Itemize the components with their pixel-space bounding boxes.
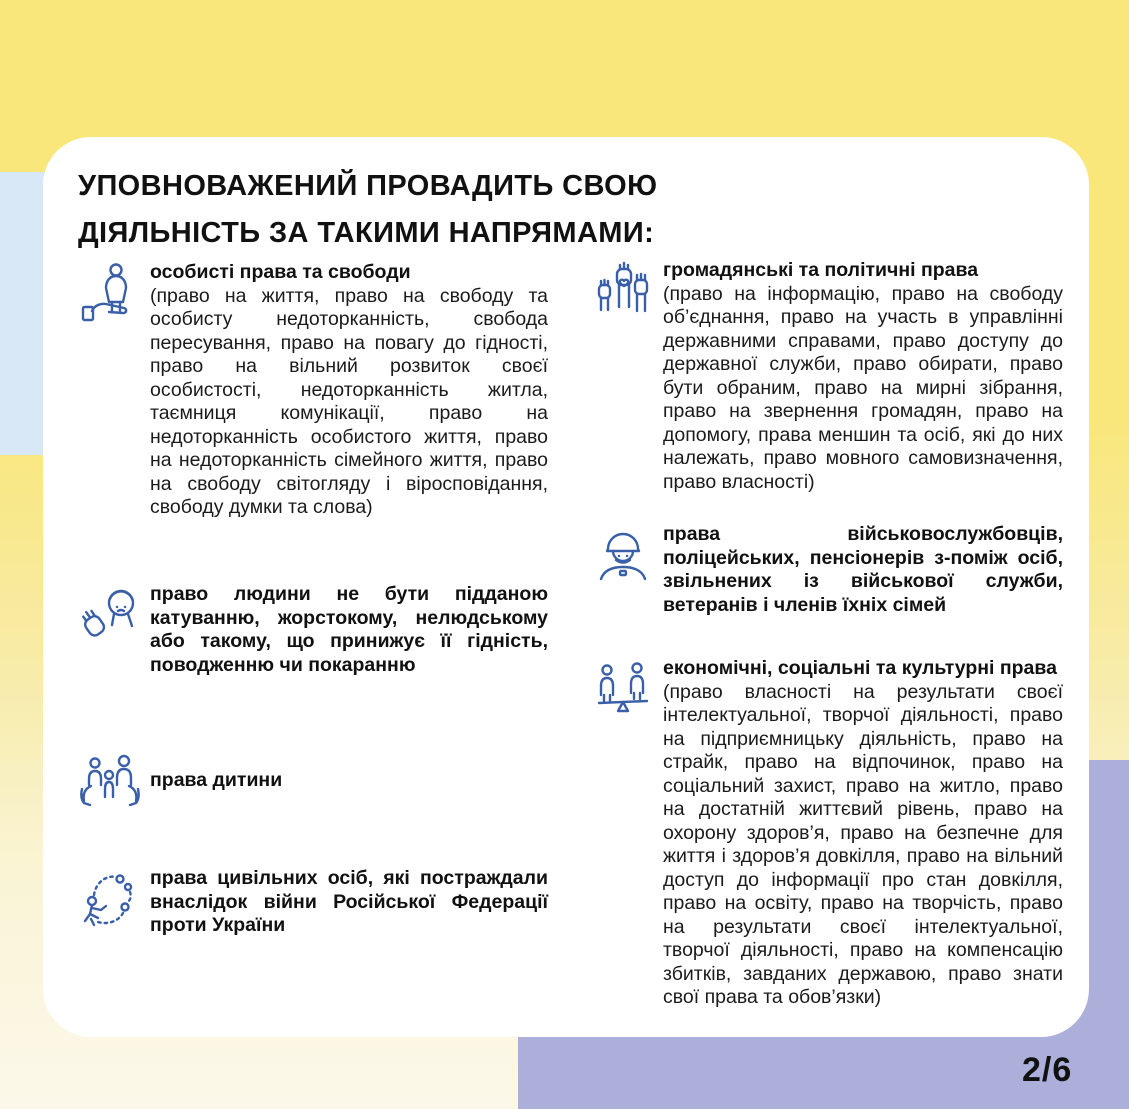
people-scales-icon — [591, 657, 655, 721]
list-item — [591, 523, 1063, 617]
item-title: права дитини — [150, 769, 283, 792]
person-in-hand-icon — [78, 261, 142, 325]
page-title-line1: УПОВНОВАЖЕНИЙ ПРОВАДИТЬ СВОЮ — [78, 170, 658, 202]
item-title: права цивільних осіб, які постраждали внаслідок війни Російської Федерації проти України — [150, 867, 548, 936]
list-item — [78, 261, 548, 520]
item-body: (право власності на результати своєї інтелектуальної, творчої діяльності, право на підприємницьку діяльність, право на страйк, право на відпочинок, право на соціальний захист, право на житло, право на достатній життєвий рівень, право на охорону здоров’я, право на безпечне для життя і здоров’я довкілля, право на вільний доступ до інформації про стан довкілля, право на освіту, право на творчість, право на результати своєї інтелектуальної, творчої діяльності, право на компенсацію збитків, завданих державою, право знати свої права та обов’язки) — [663, 680, 1063, 1008]
content-card — [43, 137, 1089, 1037]
item-title: особисті права та свободи — [150, 261, 411, 283]
list-item — [591, 259, 1063, 494]
item-title: економічні, соціальні та культурні права — [663, 657, 1057, 679]
item-body: (право на життя, право на свободу та особисту недоторканність, свобода пересування, право на повагу до гідності, право на вільний розвиток своєї особистості, недоторканність житла, таємниця комунікації, право на недоторканність особистого життя, право на недоторканність сімейного життя, право на свободу світогляду і віросповідання, свободу думки та слова) — [150, 284, 548, 518]
list-item — [591, 657, 1063, 1010]
soldier-icon — [591, 523, 655, 587]
list-item — [78, 867, 548, 938]
child-rights-icon — [78, 749, 142, 813]
item-body: (право на інформацію, право на свободу об’єднання, право на участь в управлінні державними справами, право доступу до державної служби, право обирати, право бути обраним, право на мирні зібрання, право на звернення громадян, право на допомогу, права меншин та осіб, які до них належать, право мовного самовизначення, право власності) — [663, 282, 1063, 493]
list-item — [78, 583, 548, 677]
page-title — [78, 163, 778, 257]
list-item — [78, 749, 548, 813]
no-torture-icon — [78, 583, 142, 647]
page-number: 2/6 — [1022, 1051, 1073, 1089]
page-title-line2: ДІЯЛЬНІСТЬ ЗА ТАКИМИ НАПРЯМАМИ: — [78, 217, 655, 249]
item-title: громадянські та політичні права — [663, 259, 979, 281]
raised-hands-heart-icon — [591, 259, 655, 323]
item-title: права військовослужбовців, поліцейських, пенсіонерів з-поміж осіб, звільнених із військової служби, ветеранів і членів їхніх сімей — [663, 523, 1063, 616]
displaced-person-icon — [78, 867, 142, 931]
item-title: право людини не бути підданою катуванню, жорстокому, нелюдському або такому, що принижує її гідність, поводженню чи покаранню — [150, 583, 548, 676]
